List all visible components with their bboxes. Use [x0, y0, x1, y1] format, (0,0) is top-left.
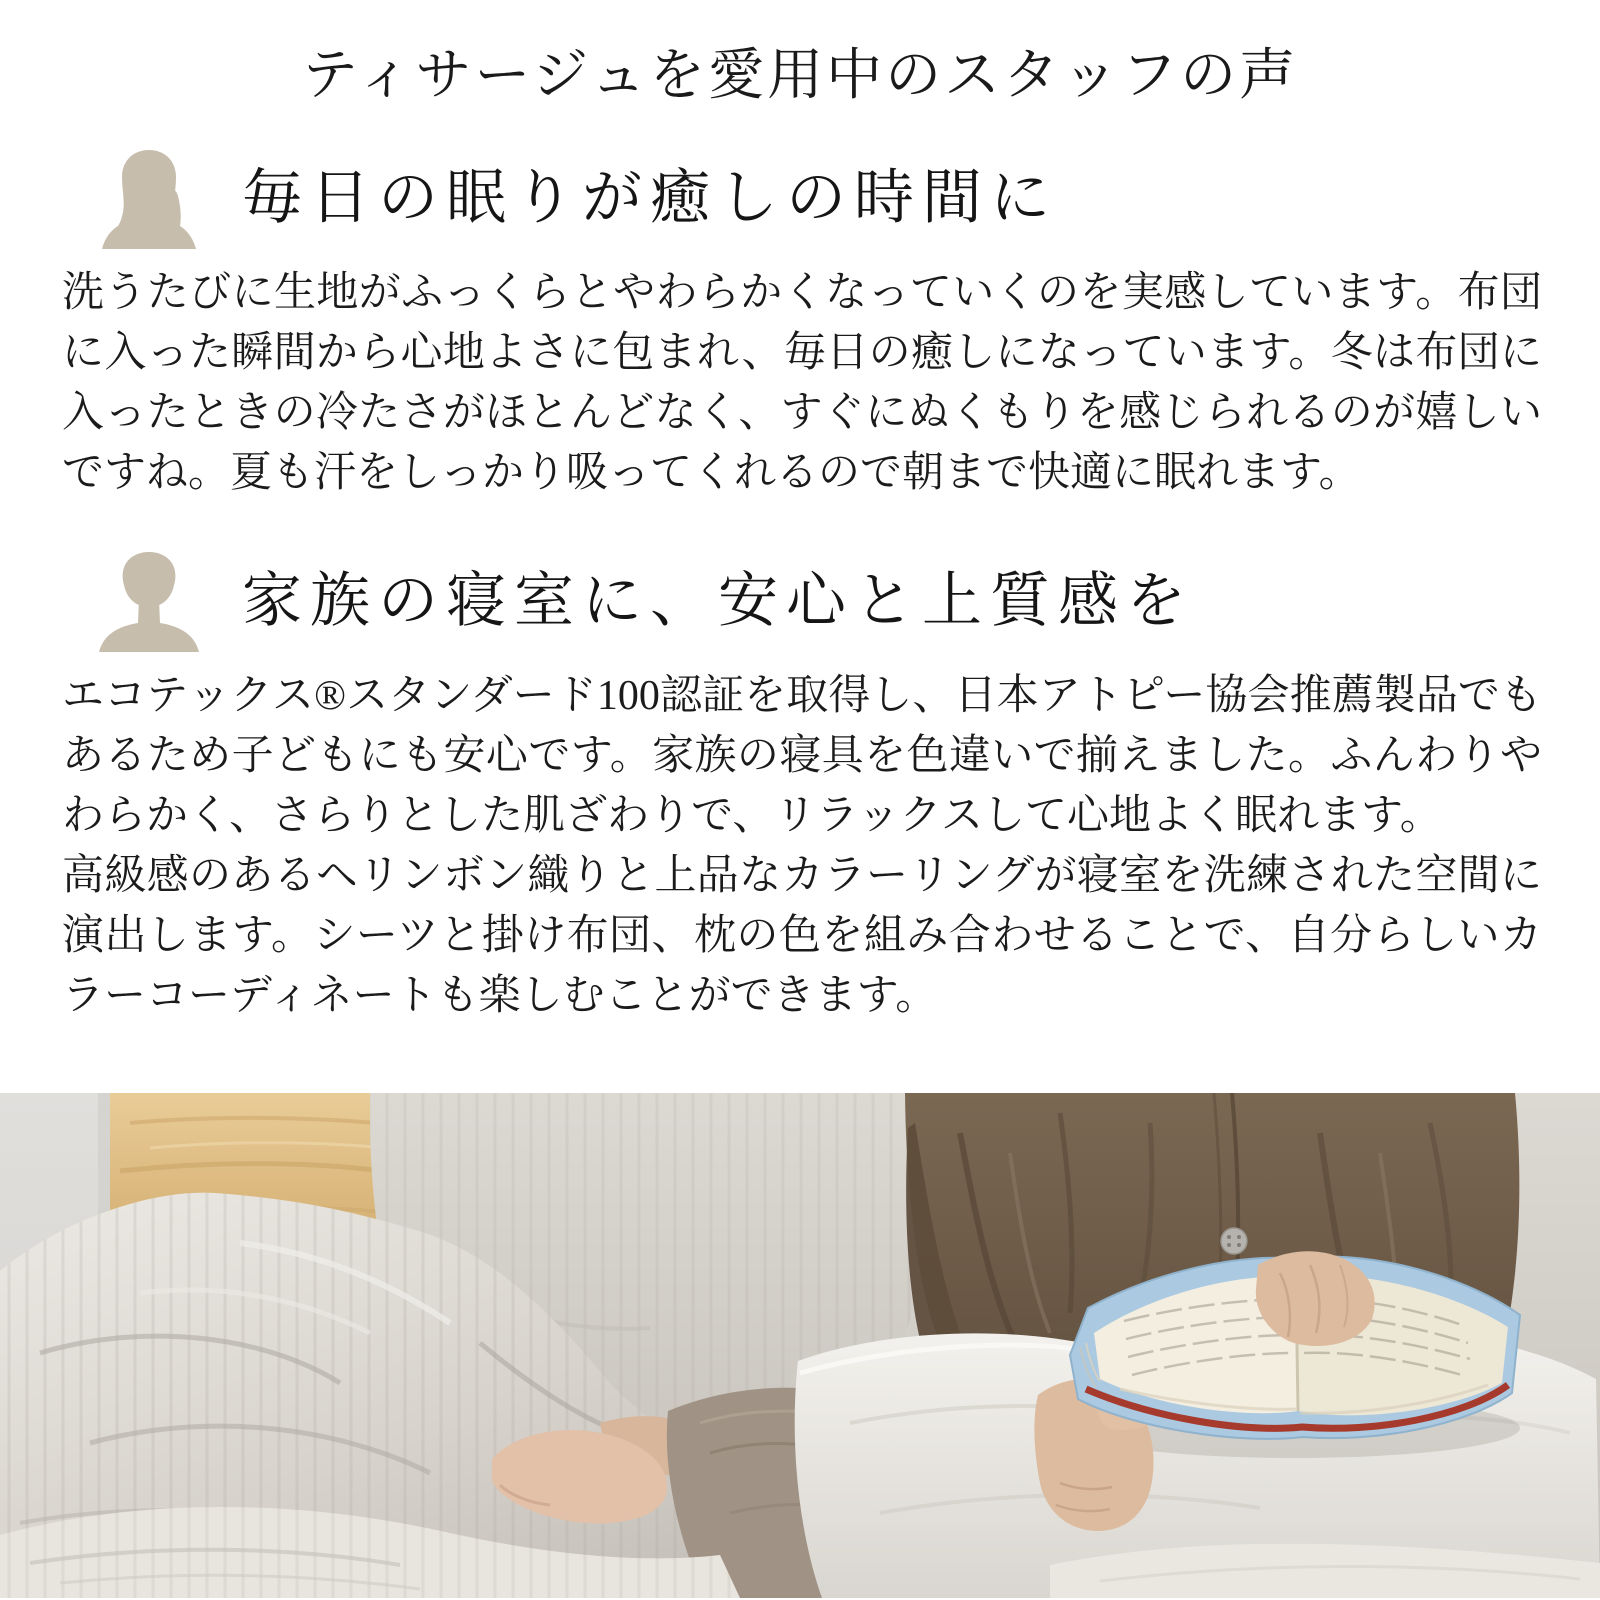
testimonial-2-paragraph-1: エコテックス®スタンダード100認証を取得し、日本アトピー協会推薦製品でもあるため子どもにも安心です。家族の寝具を色違いで揃えました。ふんわりやわらかく、さらりとした肌ざわりで、リラックスして心地よく眠れます。 — [62, 673, 1542, 840]
male-avatar-icon — [96, 549, 202, 652]
testimonial-1-heading: 毎日の眠りが癒しの時間に — [242, 164, 1058, 231]
female-avatar-icon — [96, 146, 202, 249]
testimonial-1-header — [96, 146, 1600, 249]
testimonial-1 — [0, 146, 1600, 503]
testimonial-2-body — [62, 666, 1542, 1026]
testimonial-1-body — [62, 263, 1542, 503]
bed-reading-photo — [0, 1093, 1600, 1598]
testimonial-1-paragraph: 洗うたびに生地がふっくらとやわらかくなっていくのを実感しています。布団に入った瞬間から心地よさに包まれ、毎日の癒しになっています。冬は布団に入ったときの冷たさがほとんどなく、すぐにぬくもりを感じられるのが嬉しいですね。夏も汗をしっかり吸ってくれるので朝まで快適に眠れます。 — [62, 270, 1542, 497]
testimonial-2 — [0, 549, 1600, 1026]
testimonial-2-header — [96, 549, 1600, 652]
page-title: ティサージュを愛用中のスタッフの声 — [301, 45, 1299, 107]
testimonial-2-heading: 家族の寝室に、安心と上質感を — [242, 567, 1194, 634]
testimonial-2-paragraph-2: 高級感のあるヘリンボン織りと上品なカラーリングが寝室を洗練された空間に演出します。シーツと掛け布団、枕の色を組み合わせることで、自分らしいカラーコーディネートも楽しむことができます。 — [62, 853, 1542, 1020]
